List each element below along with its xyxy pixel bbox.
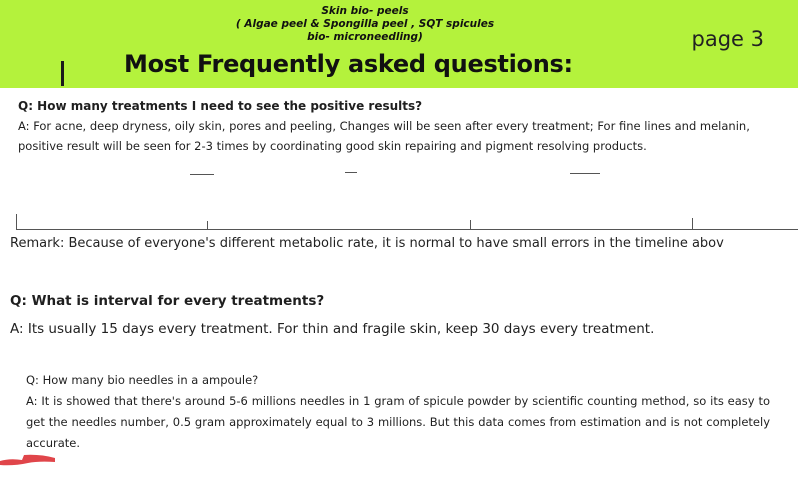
brand-line-3: bio- microneedling) bbox=[307, 31, 423, 43]
faq-answer: A: It is showed that there's around 5-6 millions needles in 1 gram of spicule powder by scientific counting method, so its easy to get the needles number, 0.5 gram approximately equal to 3 millions. But this data comes from estimation and is not completely accurate. bbox=[26, 394, 770, 450]
faq-block-needles bbox=[26, 370, 770, 454]
document-page bbox=[0, 88, 798, 486]
decorative-red-mark bbox=[0, 452, 55, 466]
page-number: page 3 bbox=[691, 27, 764, 51]
timeline-tick bbox=[692, 218, 693, 229]
brand-line-1: Skin bio- peels bbox=[321, 5, 409, 17]
brand-line-2: ( Algae peel & Spongilla peel , SQT spicules bbox=[235, 18, 495, 30]
timeline-fragment bbox=[0, 170, 798, 236]
timeline-axis bbox=[16, 229, 798, 230]
faq-answer: A: Its usually 15 days every treatment. For thin and fragile skin, keep 30 days every treatment. bbox=[10, 321, 655, 337]
title-accent-bar bbox=[61, 61, 64, 86]
timeline-dash bbox=[345, 172, 357, 173]
faq-question: Q: How many bio needles in a ampoule? bbox=[26, 373, 259, 387]
brand-block bbox=[200, 5, 530, 44]
timeline-left-tick bbox=[16, 214, 17, 230]
faq-question: Q: What is interval for every treatments? bbox=[10, 293, 325, 309]
faq-block-interval bbox=[10, 287, 790, 343]
faq-block-treatments bbox=[18, 96, 793, 156]
header-banner bbox=[0, 0, 798, 88]
timeline-tick bbox=[470, 220, 471, 229]
remark-text: Remark: Because of everyone's different metabolic rate, it is normal to have small errors in the timeline abov bbox=[10, 236, 724, 251]
page-title: Most Frequently asked questions: bbox=[124, 50, 573, 78]
faq-question: Q: How many treatments I need to see the positive results? bbox=[18, 99, 423, 113]
timeline-tick bbox=[207, 221, 208, 229]
timeline-dash bbox=[570, 173, 600, 174]
faq-answer: A: For acne, deep dryness, oily skin, pores and peeling, Changes will be seen after every treatment; For fine lines and melanin, positive result will be seen for 2-3 times by coordinating good skin repairing and pigment resolving products. bbox=[18, 119, 750, 153]
timeline-dash bbox=[190, 174, 214, 175]
